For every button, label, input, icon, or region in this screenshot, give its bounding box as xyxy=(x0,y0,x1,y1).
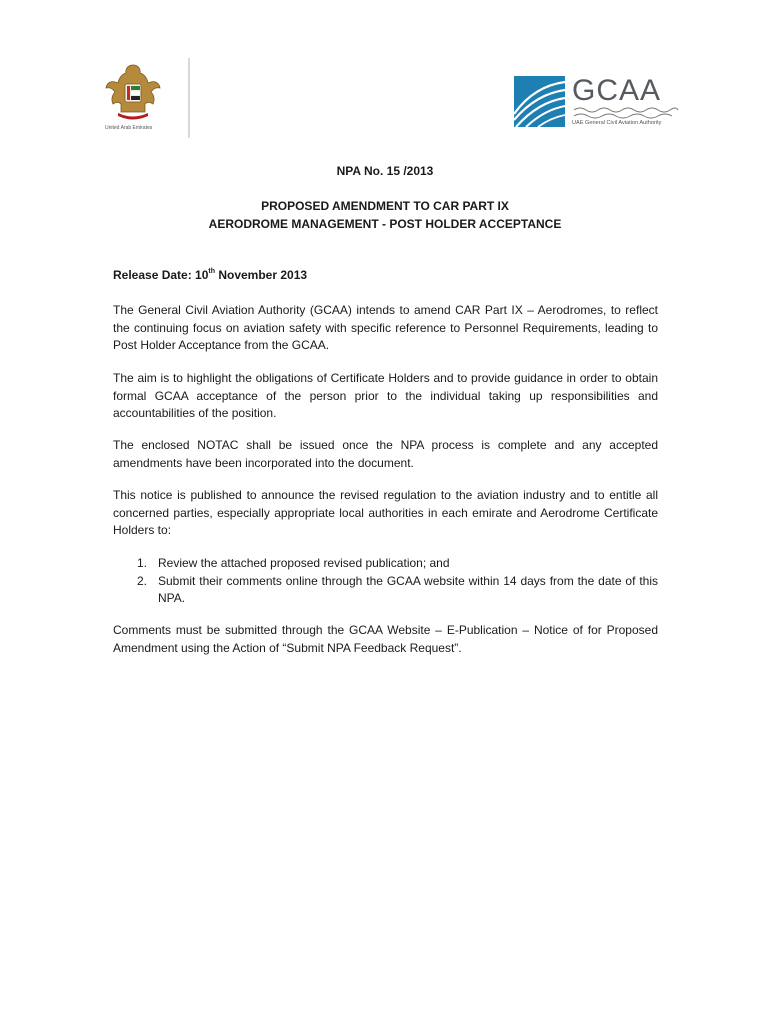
list-item-text: Review the attached proposed revised publication; and xyxy=(158,556,450,570)
gcaa-wordmark: GCAA xyxy=(572,74,662,107)
list-item xyxy=(113,555,658,573)
list-item-number: 2. xyxy=(137,573,148,588)
paragraph: The General Civil Aviation Authority (GCAA) intends to amend CAR Part IX – Aerodromes, to reflect the continuing focus on aviation safety with specific reference to Personnel Requirements, leading to Post Holder Acceptance from the GCAA. xyxy=(113,303,658,352)
list-item-number: 1. xyxy=(137,556,148,570)
list-item xyxy=(113,573,658,608)
npa-number: NPA No. 15 /2013 xyxy=(336,164,434,178)
release-date-ordinal: th xyxy=(208,268,215,275)
gcaa-logo xyxy=(514,76,680,132)
release-date-month-year: November 2013 xyxy=(215,268,308,282)
gcaa-arabic-script-icon xyxy=(572,105,680,119)
list-item-text: Submit their comments online through the GCAA website within 14 days from the date of this NPA. xyxy=(158,573,658,605)
uae-emblem-caption: United Arab Emirates xyxy=(105,125,153,131)
paragraph: Comments must be submitted through the GCAA Website – E-Publication – Notice of for Proposed Amendment using the Action of “Submit NPA Feedback Request”. xyxy=(113,623,658,655)
document-title-line-1: PROPOSED AMENDMENT TO CAR PART IX xyxy=(261,199,509,213)
paragraph: The aim is to highlight the obligations of Certificate Holders and to provide guidance in order to obtain formal GCAA acceptance of the person prior to the individual taking up responsibilities and accountabilities of the position. xyxy=(113,371,658,420)
release-date-label: Release Date: 10 xyxy=(113,268,209,282)
release-date xyxy=(113,268,307,282)
paragraph: The enclosed NOTAC shall be issued once the NPA process is complete and any accepted amendments have been incorporated into the document. xyxy=(113,438,658,470)
uae-emblem-logo xyxy=(104,62,162,122)
paragraph: This notice is published to announce the revised regulation to the aviation industry and to entitle all concerned parties, especially appropriate local authorities in each emirate and Aerodrome Certificate Holders to: xyxy=(113,488,658,537)
gcaa-swoosh-icon xyxy=(514,76,565,127)
numbered-list xyxy=(113,555,658,608)
document-title-line-2: AERODROME MANAGEMENT - POST HOLDER ACCEPTANCE xyxy=(208,217,562,231)
header-divider xyxy=(188,58,190,138)
gcaa-english-name: UAE General Civil Aviation Authority xyxy=(572,120,662,126)
